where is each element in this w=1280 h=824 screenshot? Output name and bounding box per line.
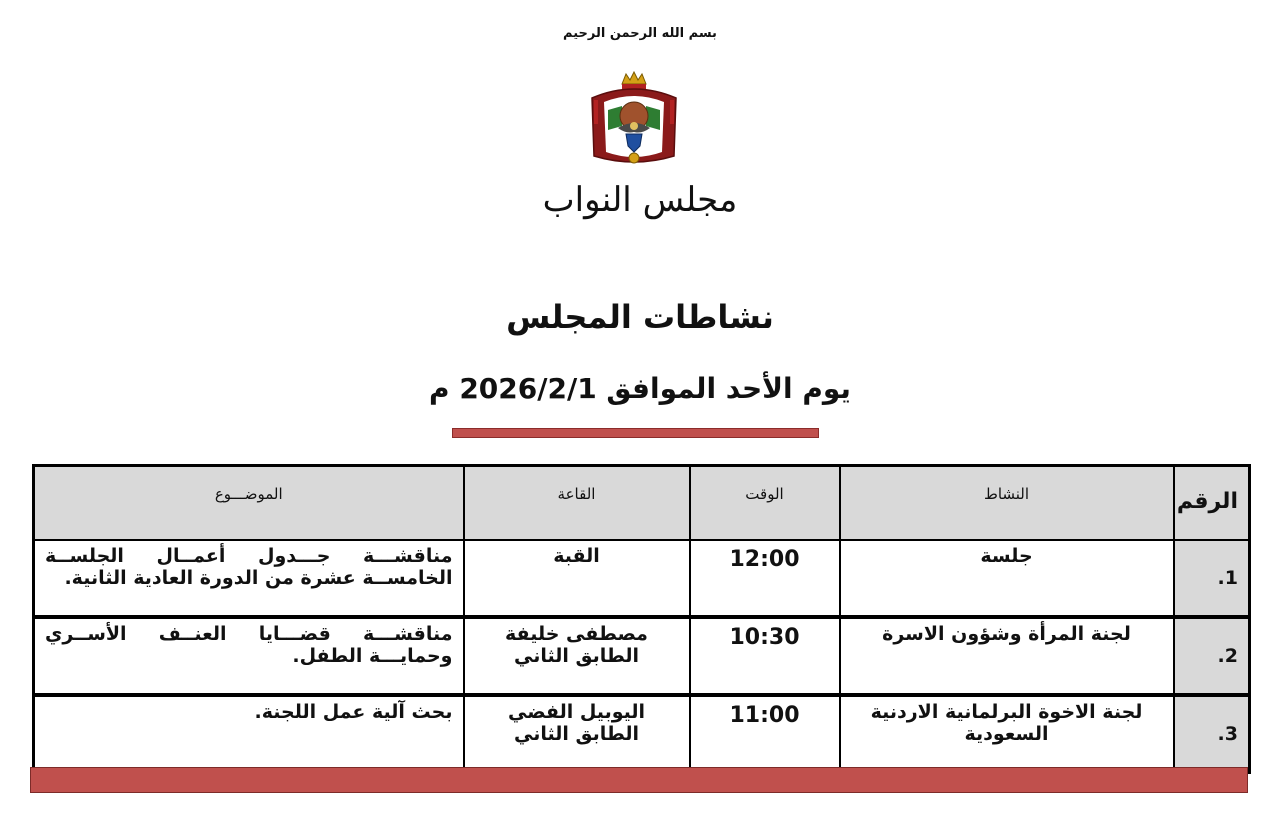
header-number: الرقم [1174,466,1250,541]
row-activity: جلسة [840,540,1174,617]
date-underline-bar [452,428,819,438]
row-activity: لجنة الاخوة البرلمانية الاردنية السعودية [840,695,1174,773]
row-number: 3. [1174,695,1250,773]
page-title: نشاطات المجلس [506,298,774,336]
row-time: 11:00 [690,695,840,773]
header-activity: النشاط [840,466,1174,541]
row-topic: مناقشـــة جـــدول أعمــال الجلســة الخامســة عشرة من الدورة العادية الثانية. [34,540,464,617]
row-topic: مناقشـــة قضـــايا العنــف الأســري وحمايـــة الطفل. [34,617,464,695]
parliament-logo-text: مجلس النواب [542,180,738,220]
row-number: 2. [1174,617,1250,695]
row-number: 1. [1174,540,1250,617]
table-header-row [34,466,1250,541]
table-row [34,540,1250,617]
header-hall: القاعة [464,466,690,541]
jordan-coat-of-arms-icon [582,70,686,174]
row-activity: لجنة المرأة وشؤون الاسرة [840,617,1174,695]
basmala-heading: بسم الله الرحمن الرحيم [563,26,717,41]
row-hall: اليوبيل الفضي الطابق الثاني [464,695,690,773]
date-heading: يوم الأحد الموافق 2026/2/1 م [429,372,851,405]
footer-accent-bar [30,767,1248,793]
row-time: 10:30 [690,617,840,695]
table-row [34,617,1250,695]
row-hall: القبة [464,540,690,617]
table-row [34,695,1250,773]
row-hall: مصطفى خليفة الطابق الثاني [464,617,690,695]
header-topic: الموضـــوع [34,466,464,541]
header-time: الوقت [690,466,840,541]
row-topic: بحث آلية عمل اللجنة. [34,695,464,773]
row-time: 12:00 [690,540,840,617]
activities-table [32,464,1251,774]
